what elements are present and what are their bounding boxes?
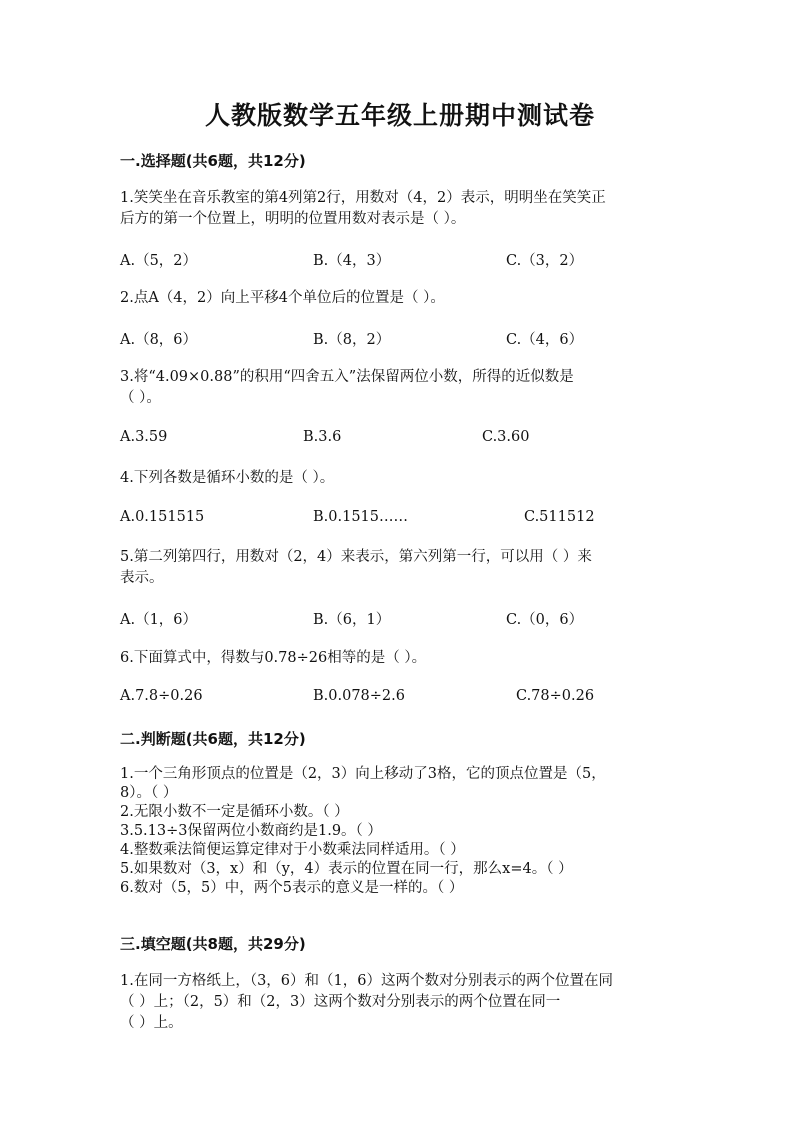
question-line: （ ）上；（2，5）和（2，3）这两个数对分别表示的两个位置在同一	[120, 994, 561, 1010]
judgement-line: 1.一个三角形顶点的位置是（2，3）向上移动了3格，它的顶点位置是（5，	[120, 766, 606, 782]
question-line: 4.下列各数是循环小数的是（ ）。	[120, 470, 335, 486]
option-b: B.3.6	[303, 429, 342, 445]
option-b: B.0.078÷2.6	[313, 688, 405, 704]
question-line: 3.将“4.09×0.88”的积用“四舍五入”法保留两位小数，所得的近似数是	[120, 369, 574, 385]
judgement-line: 4.整数乘法简便运算定律对于小数乘法同样适用。（ ）	[120, 842, 465, 858]
option-a: A.7.8÷0.26	[120, 688, 203, 704]
judgement-line: 6.数对（5，5）中，两个5表示的意义是一样的。（ ）	[120, 880, 464, 896]
fill-question-1	[120, 971, 685, 1034]
judgement-line: 5.如果数对（3，x）和（y，4）表示的位置在同一行，那么x=4。（ ）	[120, 861, 573, 877]
judgement-list	[120, 765, 685, 898]
option-c: C.511512	[524, 509, 595, 525]
options-row	[120, 249, 685, 271]
section-heading-fill-blank: 三.填空题(共8题，共29分)	[120, 935, 306, 953]
judgement-line: 3.5.13÷3保留两位小数商约是1.9。（ ）	[120, 823, 382, 839]
question-line: 2.点A（4，2）向上平移4个单位后的位置是（ ）。	[120, 290, 445, 306]
page-title: 人教版数学五年级上册期中测试卷	[204, 101, 595, 130]
option-b: B.（6，1）	[313, 612, 391, 628]
question-2	[120, 288, 685, 309]
option-a: A.（8，6）	[120, 332, 198, 348]
option-c: C.（3，2）	[506, 253, 584, 269]
option-b: B.0.1515……	[313, 509, 409, 525]
section-heading-choice: 一.选择题(共6题，共12分)	[120, 152, 306, 170]
question-line: （ ）。	[120, 390, 161, 406]
options-row	[120, 688, 685, 710]
question-5	[120, 547, 685, 589]
question-1	[120, 188, 685, 230]
question-line: 表示。	[120, 570, 164, 586]
option-a: A.（5，2）	[120, 253, 198, 269]
option-a: A.3.59	[120, 429, 168, 445]
options-row	[120, 429, 685, 451]
question-line: 5.第二列第四行，用数对（2，4）来表示，第六列第一行，可以用（ ）来	[120, 549, 592, 565]
question-3	[120, 367, 685, 409]
question-4	[120, 468, 685, 489]
question-line: 1.笑笑坐在音乐教室的第4列第2行，用数对（4，2）表示，明明坐在笑笑正	[120, 190, 606, 206]
option-c: C.3.60	[482, 429, 530, 445]
option-b: B.（4，3）	[313, 253, 391, 269]
options-row	[120, 608, 685, 630]
judgement-line: 8）。（ ）	[120, 785, 178, 801]
option-a: A.0.151515	[120, 509, 205, 525]
option-c: C.（0，6）	[506, 612, 584, 628]
option-a: A.（1，6）	[120, 612, 198, 628]
judgement-line: 2.无限小数不一定是循环小数。（ ）	[120, 804, 349, 820]
question-line: 1.在同一方格纸上，（3，6）和（1，6）这两个数对分别表示的两个位置在同	[120, 973, 613, 989]
question-line: 6.下面算式中，得数与0.78÷26相等的是（ ）。	[120, 650, 427, 666]
options-row	[120, 509, 685, 531]
question-line: 后方的第一个位置上，明明的位置用数对表示是（ ）。	[120, 211, 466, 227]
option-b: B.（8，2）	[313, 332, 391, 348]
options-row	[120, 328, 685, 350]
option-c: C.（4，6）	[506, 332, 584, 348]
question-6	[120, 648, 685, 669]
section-heading-judgement: 二.判断题(共6题，共12分)	[120, 730, 306, 748]
question-line: （ ）上。	[120, 1015, 183, 1031]
option-c: C.78÷0.26	[516, 688, 595, 704]
